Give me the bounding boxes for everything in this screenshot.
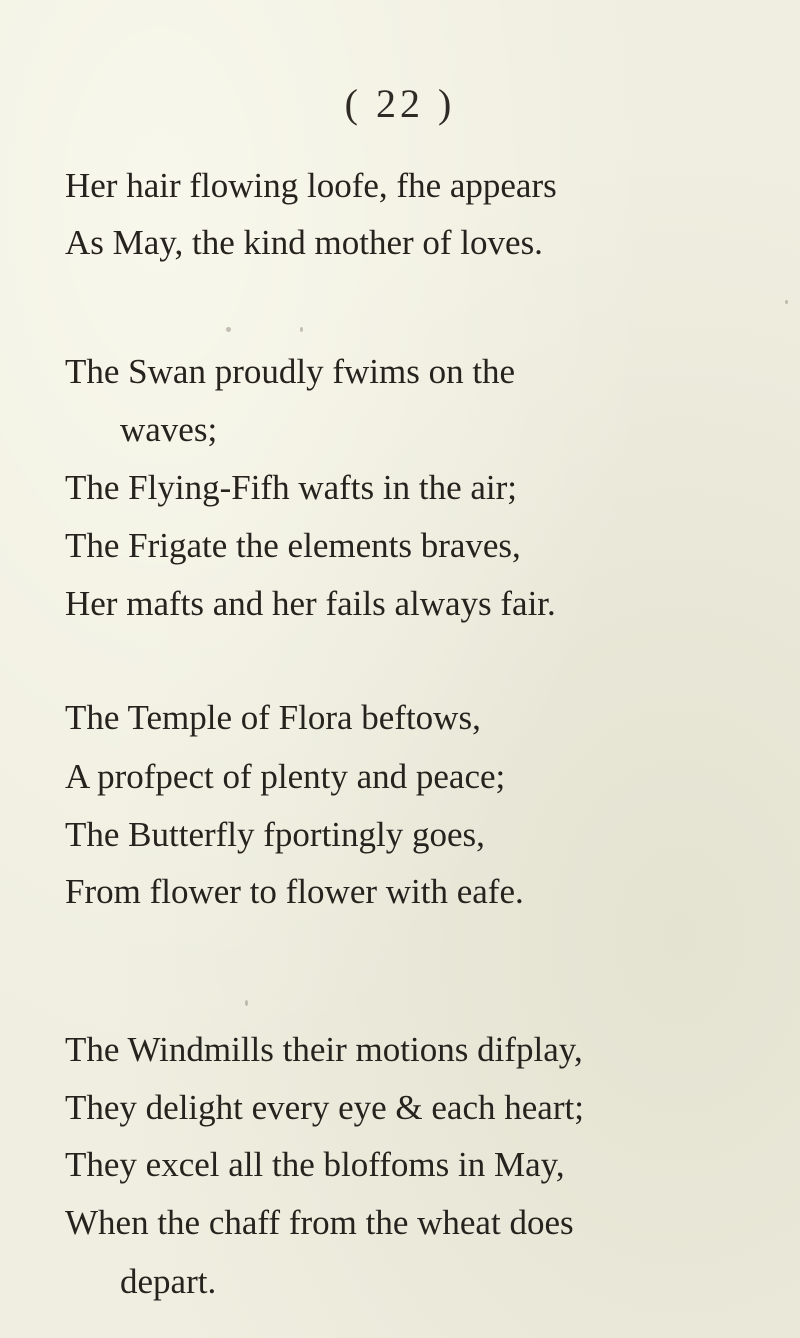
paper-speck xyxy=(245,1000,248,1006)
poem-line: The Butterfly fportingly goes, xyxy=(65,815,485,854)
poem-line: A profpect of plenty and peace; xyxy=(65,757,506,796)
paper-speck xyxy=(785,300,788,304)
poem-line: depart. xyxy=(120,1262,217,1301)
poem-line: From flower to flower with eafe. xyxy=(65,872,524,911)
poem-line: Her hair flowing loofe, fhe appears xyxy=(65,166,557,205)
poem-line: They excel all the bloffoms in May, xyxy=(65,1145,565,1184)
page-number: ( 22 ) xyxy=(344,81,456,126)
poem-line: The Swan proudly fwims on the xyxy=(65,352,516,391)
poem-line: waves; xyxy=(120,410,218,449)
paper-speck xyxy=(300,327,303,332)
poem-line: They delight every eye & each heart; xyxy=(65,1088,584,1127)
poem-line: Her mafts and her fails always fair. xyxy=(65,584,556,623)
poem-line: The Temple of Flora beftows, xyxy=(65,698,481,737)
poem-line: The Frigate the elements braves, xyxy=(65,526,521,565)
poem-line: The Windmills their motions difplay, xyxy=(65,1030,583,1069)
poem-line: As May, the kind mother of loves. xyxy=(65,223,543,262)
poem-line: The Flying-Fifh wafts in the air; xyxy=(65,468,518,507)
paper-speck xyxy=(226,327,231,332)
poem-line: When the chaff from the wheat does xyxy=(65,1203,574,1242)
